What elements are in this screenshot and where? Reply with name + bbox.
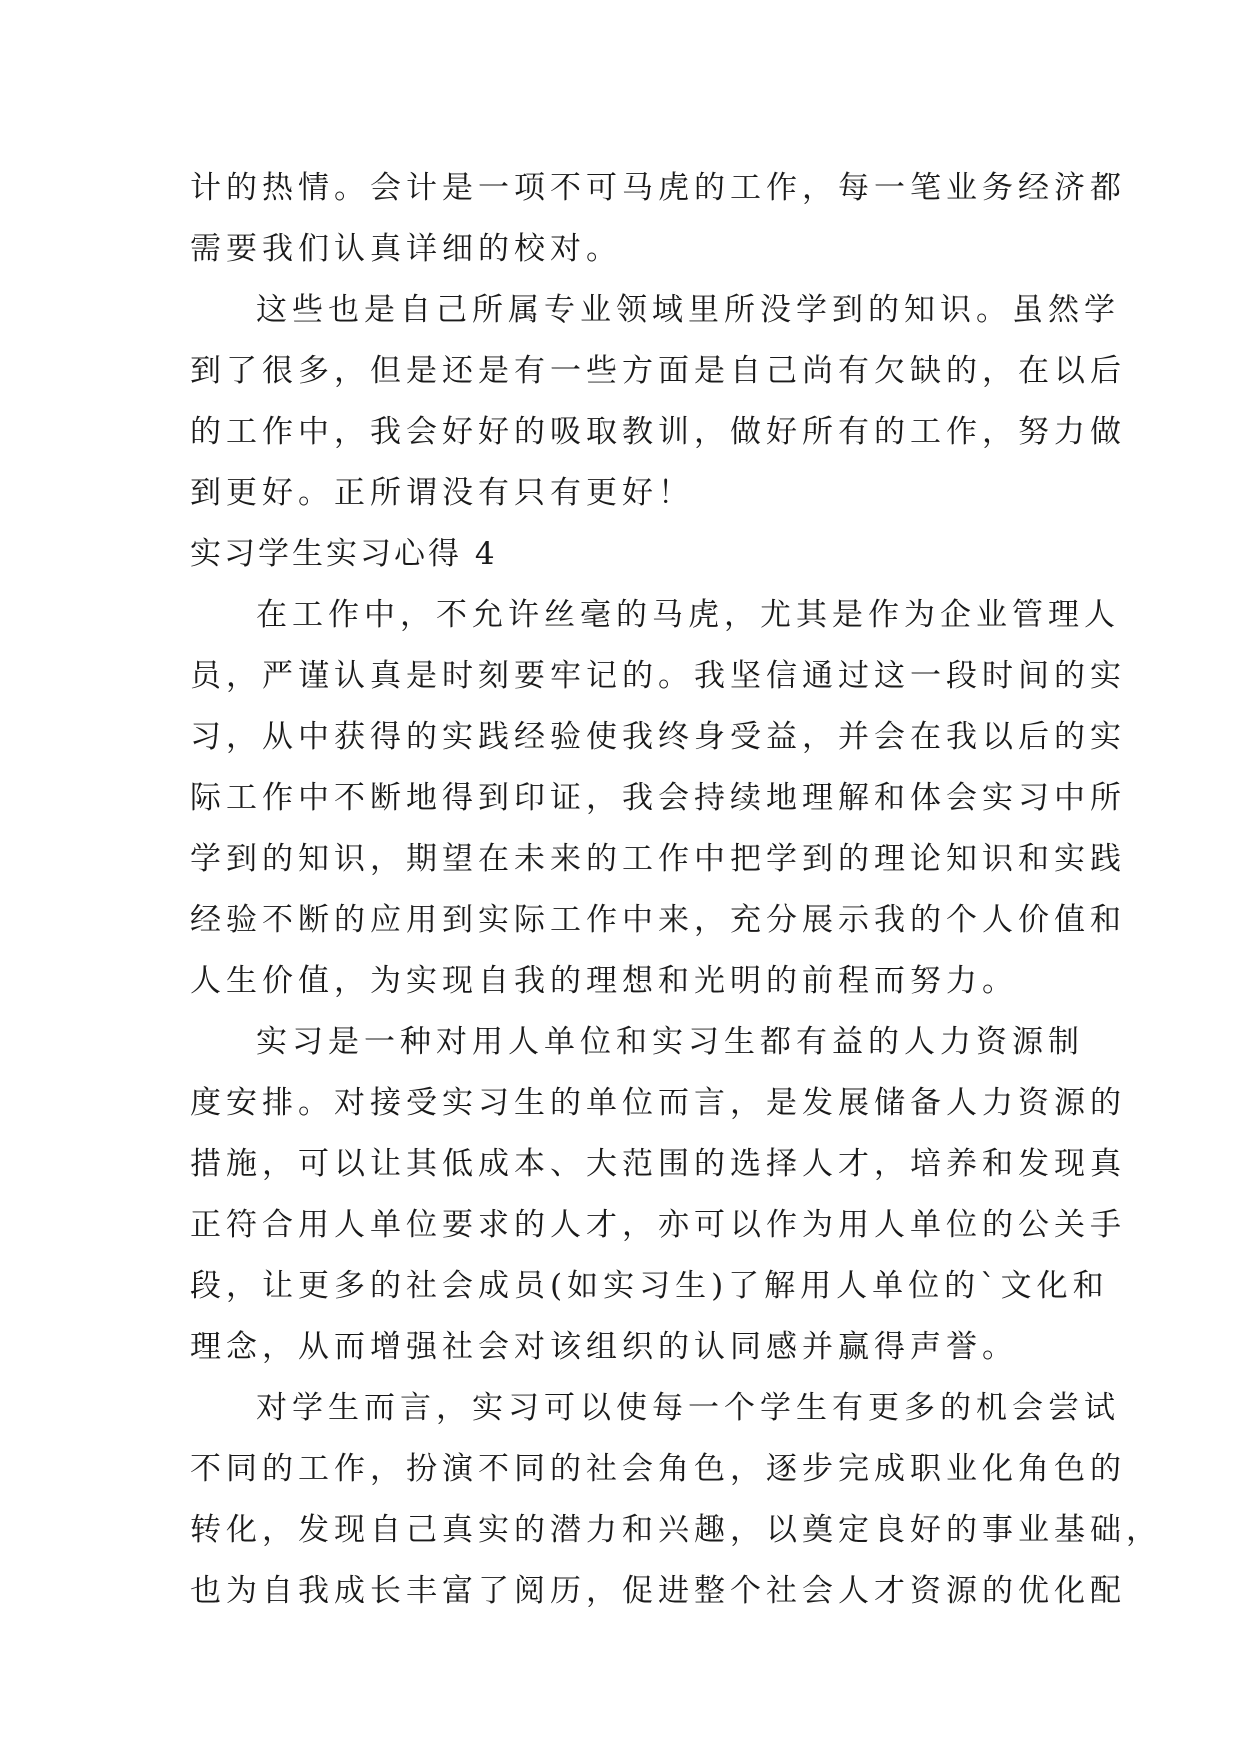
paragraph-line: 理念，从而增强社会对该组织的认同感并赢得声誉。: [190, 1329, 1018, 1365]
paragraph-line: 不同的工作，扮演不同的社会角色，逐步完成职业化角色的: [190, 1451, 1126, 1487]
paragraph-line: 措施，可以让其低成本、大范围的选择人才，培养和发现真: [190, 1146, 1126, 1182]
paragraph-line: 到了很多，但是还是有一些方面是自己尚有欠缺的，在以后: [190, 353, 1126, 389]
paragraph-line: 需要我们认真详细的校对。: [190, 231, 622, 267]
paragraph-line: 学到的知识，期望在未来的工作中把学到的理论知识和实践: [190, 841, 1126, 877]
paragraph-line: 计的热情。会计是一项不可马虎的工作，每一笔业务经济都: [190, 170, 1126, 206]
paragraph-line: 正符合用人单位要求的人才，亦可以作为用人单位的公关手: [190, 1207, 1126, 1243]
paragraph-line: 这些也是自己所属专业领域里所没学到的知识。虽然学: [256, 292, 1120, 328]
paragraph-line: 员，严谨认真是时刻要牢记的。我坚信通过这一段时间的实: [190, 658, 1126, 694]
paragraph-line: 到更好。正所谓没有只有更好！: [190, 475, 694, 511]
document-body: [190, 158, 1162, 1622]
section-heading: 实习学生实习心得 4: [190, 536, 498, 572]
paragraph-line: 在工作中，不允许丝毫的马虎，尤其是作为企业管理人: [256, 597, 1120, 633]
paragraph-line: 人生价值，为实现自我的理想和光明的前程而努力。: [190, 963, 1018, 999]
paragraph-line: 际工作中不断地得到印证，我会持续地理解和体会实习中所: [190, 780, 1126, 816]
paragraph-line: 段，让更多的社会成员(如实习生)了解用人单位的`文化和: [190, 1268, 1109, 1304]
paragraph-line: 习，从中获得的实践经验使我终身受益，并会在我以后的实: [190, 719, 1126, 755]
paragraph-line: 度安排。对接受实习生的单位而言，是发展储备人力资源的: [190, 1085, 1126, 1121]
paragraph-line: 经验不断的应用到实际工作中来，充分展示我的个人价值和: [190, 902, 1126, 938]
paragraph-line: 的工作中，我会好好的吸取教训，做好所有的工作，努力做: [190, 414, 1126, 450]
paragraph-line: 也为自我成长丰富了阅历，促进整个社会人才资源的优化配: [190, 1573, 1126, 1609]
paragraph-line: 对学生而言，实习可以使每一个学生有更多的机会尝试: [256, 1390, 1120, 1426]
paragraph-line: 实习是一种对用人单位和实习生都有益的人力资源制: [256, 1024, 1084, 1060]
paragraph-line: 转化，发现自己真实的潜力和兴趣，以奠定良好的事业基础，: [190, 1512, 1162, 1548]
